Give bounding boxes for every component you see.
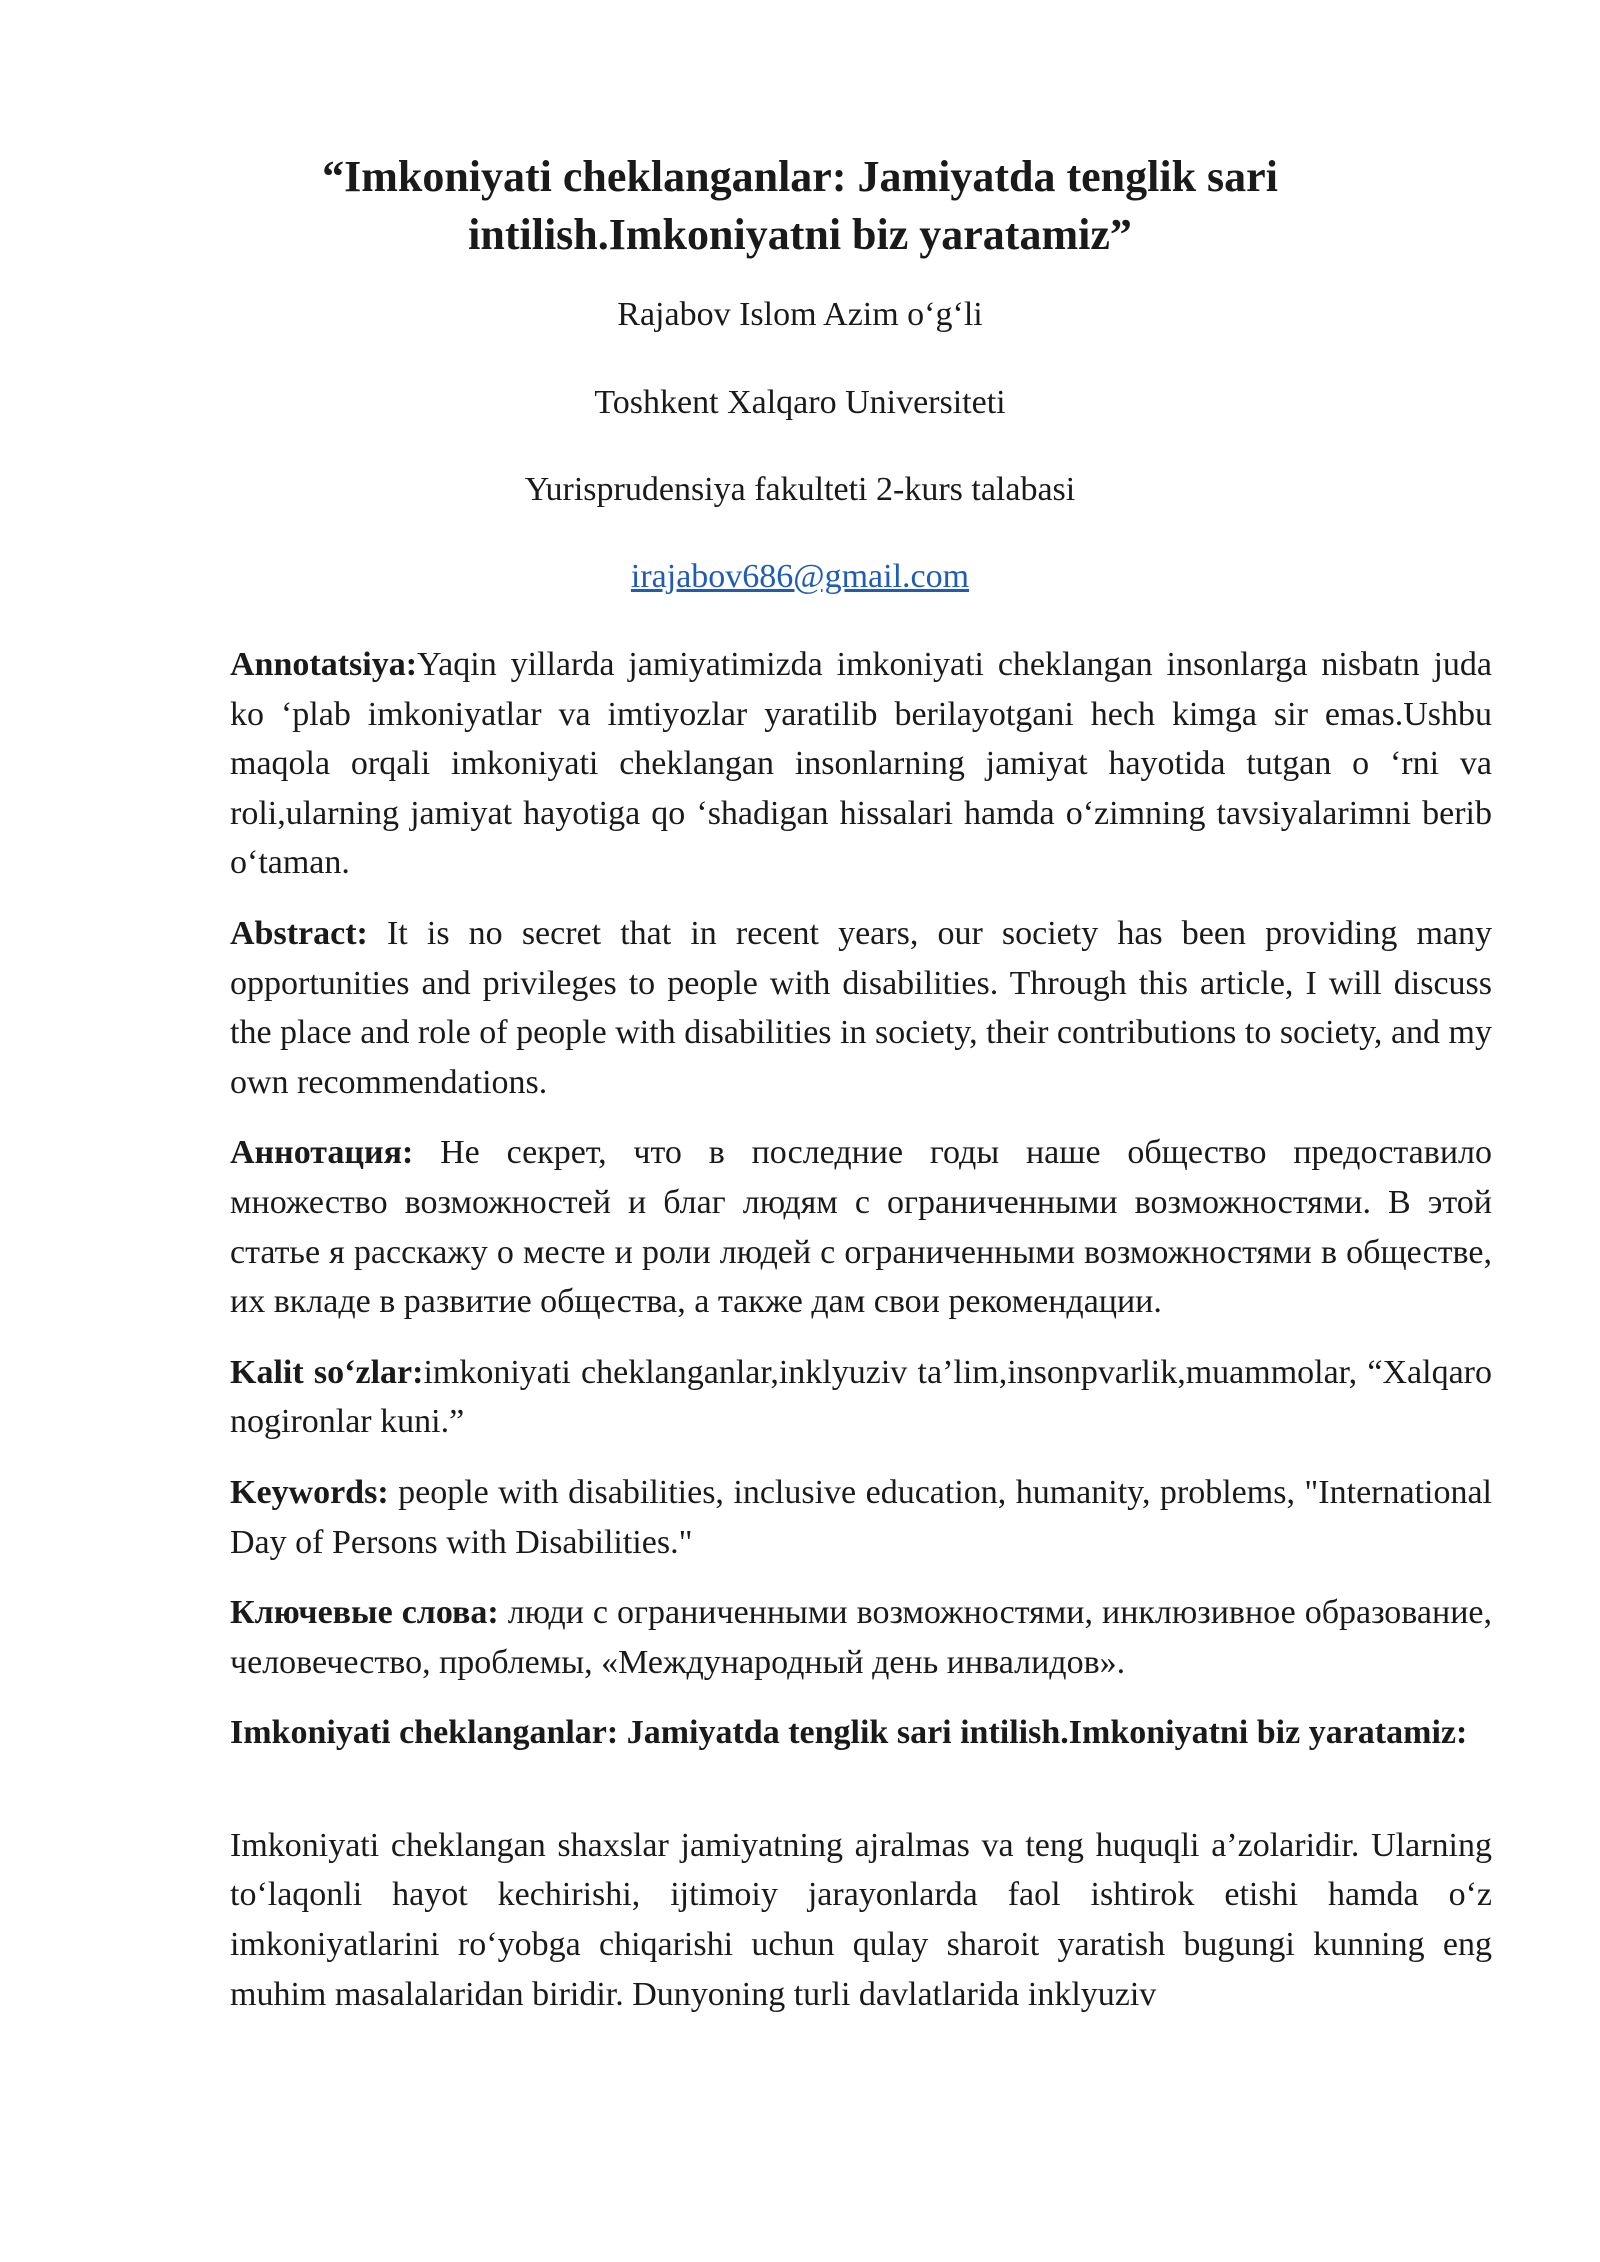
keywords-text: people with disabilities, inclusive education, humanity, problems, "International Day of Persons with Disabilities." [230, 1473, 1492, 1561]
abstract-label: Abstract: [230, 914, 368, 952]
email-link[interactable]: irajabov686@gmail.com [630, 558, 970, 595]
title-line-1: “Imkoniyati cheklanganlar: Jamiyatda tenglik sari [322, 152, 1278, 201]
title-line-2: intilish.Imkoniyatni biz yaratamiz” [468, 210, 1132, 259]
kalit-sozlar-paragraph [230, 1348, 1492, 1447]
article-title [300, 148, 1300, 264]
author-email [300, 557, 1300, 597]
annotatsiya-paragraph [230, 640, 1492, 888]
keywords-ru-paragraph [230, 1588, 1492, 1687]
keywords-paragraph [230, 1468, 1492, 1567]
section-heading: Imkoniyati cheklanganlar: Jamiyatda tenglik sari intilish.Imkoniyatni biz yaratamiz: [230, 1714, 1468, 1752]
annotatsiya-text: Yaqin yillarda jamiyatimizda imkoniyati cheklangan insonlarga nisbatn juda ko ‘plab imkoniyatlar va imtiyozlar yaratilib berilayotgani hech kimga sir emas.Ushbu maqola orqali imkoniyati cheklangan insonlarning jamiyat hayotida tutgan o ‘rni va roli,ularning jamiyat hayotiga qo ‘shadigan hissalari hamda o‘zimning tavsiyalarimni berib o‘taman. [230, 646, 1492, 882]
author-university: Toshkent Xalqaro Universiteti [594, 384, 1006, 421]
annotatsiya-ru-text: Не секрет, что в последние годы наше общество предоставило множество возможностей и благ людям с ограниченными возможностями. В этой статье я расскажу о месте и роли людей с ограниченными возможностями в обществе, их вкладе в развитие общества, а также дам свои рекомендации. [230, 1134, 1492, 1321]
keywords-ru-text: люди с ограниченными возможностями, инклюзивное образование, человечество, проблемы, «Международный день инвалидов». [230, 1594, 1492, 1681]
author-name: Rajabov Islom Azim o‘g‘li [617, 296, 983, 333]
kalit-sozlar-label: Kalit so‘zlar: [230, 1353, 424, 1391]
body-paragraph: Imkoniyati cheklangan shaxslar jamiyatning ajralmas va teng huquqli a’zolaridir. Ularning to‘laqonli hayot kechirishi, ijtimoiy jarayonlarda faol ishtirok etishi hamda o‘z imkoniyatlarini ro‘yobga chiqarishi uchun qulay sharoit yaratish bugungi kunning eng muhim masalalaridan biridir. Dunyoning turli davlatlarida inklyuziv [230, 1826, 1492, 2013]
abstract-text: It is no secret that in recent years, our society has been providing many opportunities and privileges to people with disabilities. Through this article, I will discuss the place and role of people with disabilities in society, their contributions to society, and my own recommendations. [230, 914, 1492, 1101]
annotatsiya-ru-paragraph [230, 1128, 1492, 1326]
annotatsiya-ru-label: Аннотация: [230, 1134, 414, 1172]
abstract-paragraph [230, 909, 1492, 1107]
kalit-sozlar-text: imkoniyati cheklanganlar,inklyuziv ta’lim,insonpvarlik,muammolar, “Xalqaro nogironlar kuni.” [230, 1353, 1492, 1441]
article-body [230, 640, 1492, 2040]
keywords-ru-label: Ключевые слова: [230, 1594, 499, 1632]
keywords-label: Keywords: [230, 1473, 389, 1511]
author-faculty: Yurisprudensiya fakulteti 2-kurs talabasi [524, 471, 1076, 508]
annotatsiya-label: Annotatsiya: [230, 646, 418, 683]
